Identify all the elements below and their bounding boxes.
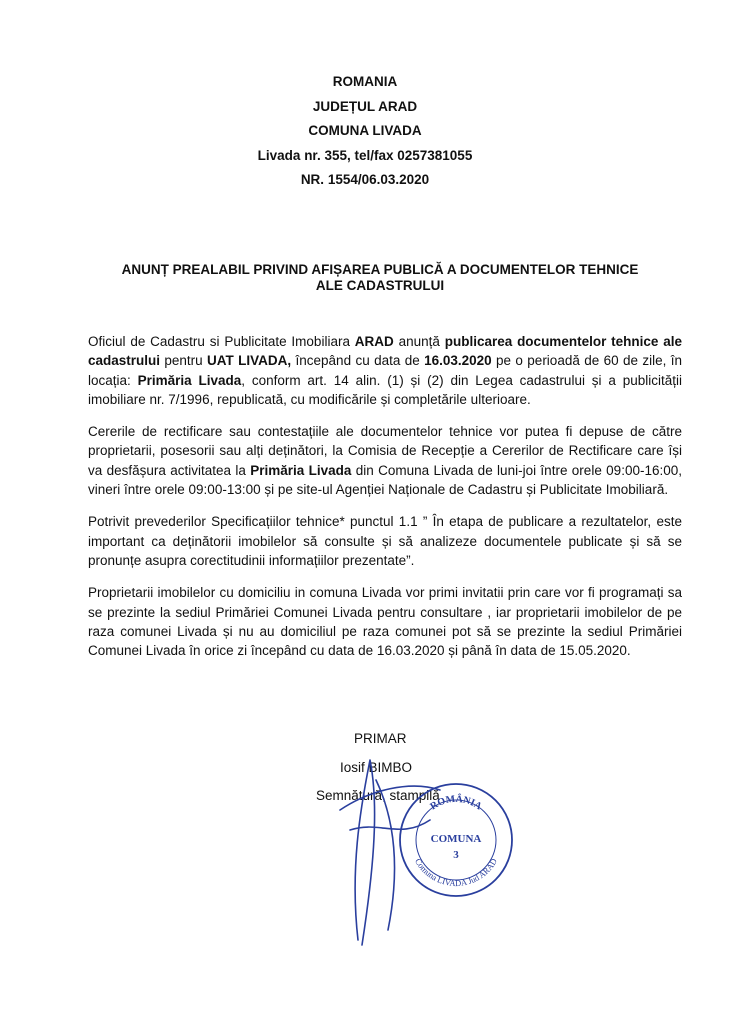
document-title — [70, 262, 690, 294]
paragraph-specifications: Potrivit prevederilor Specificațiilor tehnice* punctul 1.1 ” În etapa de publicare a rezultatelor, este important ca deținătorii imobilelor să consulte și să analizeze documentele publicate și să se pronunțe asupra corectitudinii informațiilor prezentate”. — [88, 514, 682, 568]
signature-name: Iosif BIMBO — [340, 760, 413, 775]
header-country: ROMANIA — [332, 74, 398, 89]
p1-bold-arad: ARAD — [354, 334, 394, 349]
p1-text-5: pe o perioadă de 60 de zile, în locația: — [88, 353, 682, 388]
header-registration-number: NR. 1554/06.03.2020 — [300, 172, 430, 187]
p2-bold-location: Primăria Livada — [250, 462, 352, 478]
document-body — [88, 332, 682, 673]
paragraph-owners: Proprietarii imobilelor cu domiciliu in comuna Livada vor primi invitatii prin care vor fi programați sa se prezinte la sediul Primăriei Comunei Livada pentru consultare , iar proprietarii imobilelor de pe raza comunei Livada și nu au domiciliul pe raza comunei pot să se prezinte la sediul Primăriei Comunei Livada în orice zi începând cu data de 16.03.2020 și până în data de 15.05.2020. — [88, 585, 682, 659]
p2-text-1: Cererile de rectificare sau contestațiile ale documentelor tehnice vor putea fi depuse de către proprietarii, posesorii sau alți deținători, la Comisia de Recepție a Cererilor de Rectificare care își va desfășura activitatea la — [88, 424, 682, 478]
p1-text-2: anunță — [393, 334, 445, 349]
title-line-1: ANUNȚ PREALABIL PRIVIND AFIȘAREA PUBLICĂ A DOCUMENTELOR TEHNICE — [121, 262, 639, 277]
paragraph-publication — [88, 332, 682, 409]
p1-text-4: începând cu data de — [291, 353, 425, 369]
round-stamp — [396, 780, 516, 900]
svg-text:Comuna LIVADA Jud ARAD — [413, 857, 499, 889]
p1-text-3: pentru — [160, 353, 208, 369]
header-commune: COMUNA LIVADA — [308, 123, 422, 138]
p2-text-2: din Comuna Livada de luni-joi între orele 09:00-16:00, vineri între orele 09:00-13:00 și pe site-ul Agenției Naționale de Cadastru și Publicitate Imobiliară. — [88, 462, 682, 498]
p1-bold-uat: UAT LIVADA, — [207, 353, 292, 369]
paragraph-rectification — [88, 422, 682, 499]
p1-bold-date: 16.03.2020 — [424, 353, 492, 369]
header-address: Livada nr. 355, tel/fax 0257381055 — [257, 147, 473, 163]
signature-label: Semnătură, stampilă — [316, 788, 440, 803]
p1-text-6: , conform art. 14 alin. (1) și (2) din Legea cadastrului și a publicității imobiliare nr. 7/1996, republicată, cu modificările și completările ulterioare. — [88, 372, 682, 407]
p1-bold-publication: publicarea documentelor tehnice ale cadastrului — [88, 334, 682, 369]
document-header — [0, 70, 730, 193]
svg-text:ROMÂNIA — [428, 793, 484, 813]
stamp-top-text: ROMÂNIA — [428, 793, 484, 813]
stamp-bottom-text: Comuna LIVADA Jud ARAD — [413, 856, 499, 889]
title-line-2: ALE CADASTRULUI — [315, 278, 445, 293]
p1-text-1: Oficiul de Cadastru si Publicitate Imobiliara — [88, 334, 355, 349]
signature-role: PRIMAR — [354, 731, 407, 746]
header-county: JUDEȚUL ARAD — [312, 98, 418, 114]
stamp-center-text: COMUNA — [430, 833, 482, 845]
p1-bold-location: Primăria Livada — [137, 372, 242, 388]
stamp-number: 3 — [453, 849, 459, 861]
